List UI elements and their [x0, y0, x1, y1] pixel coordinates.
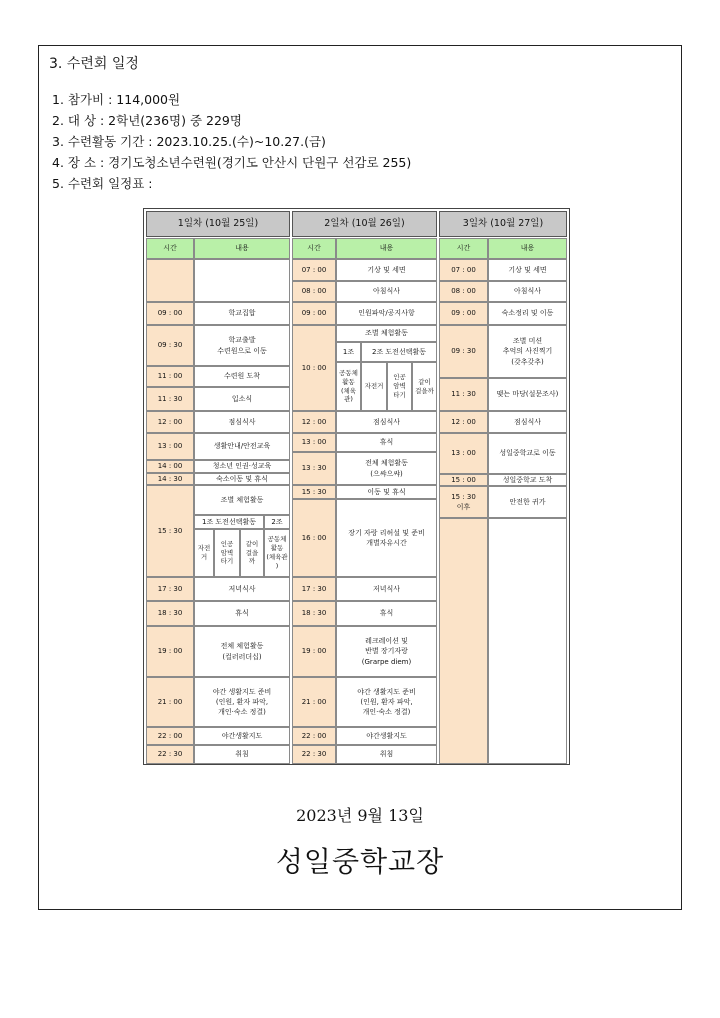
day2-header: 2일차 (10월 26일) [292, 211, 437, 237]
day1-item: 수련원 도착 [194, 366, 290, 387]
day3-time: 11 : 30 [439, 378, 488, 411]
day2-time-header: 시간 [292, 238, 336, 259]
day2-group1-label: 1조 [336, 342, 361, 362]
day2-sub-activity: 공동체 활동 (체육관) [336, 362, 361, 411]
day2-sub-activity: 인공 암벽 타기 [387, 362, 412, 411]
day2-time: 19 : 00 [292, 626, 336, 677]
day2-item: 전체 체험활동 (으쌰으쌰) [336, 452, 437, 485]
day1-time: 21 : 00 [146, 677, 194, 727]
day1-sub-activity: 같이 걸을 까 [240, 529, 264, 577]
day3-item: 아침식사 [488, 281, 567, 302]
day2-item: 야간생활지도 [336, 727, 437, 745]
day2-time: 09 : 00 [292, 302, 336, 325]
day3-empty-content-block [488, 518, 567, 764]
day1-item: 점심식사 [194, 411, 290, 433]
day2-group-activity: 조별 체험활동 [336, 325, 437, 342]
day3-time: 09 : 30 [439, 325, 488, 378]
day2-item: 이동 및 휴식 [336, 485, 437, 499]
day1-item: 숙소이동 및 휴식 [194, 473, 290, 485]
day3-item: 성일중학교로 이동 [488, 433, 567, 474]
day3-item: 안전한 귀가 [488, 486, 567, 518]
day2-time: 22 : 30 [292, 745, 336, 764]
day3-item: 숙소정리 및 이동 [488, 302, 567, 325]
day3-time: 08 : 00 [439, 281, 488, 302]
day2-item: 휴식 [336, 601, 437, 626]
day2-sub-activity: 자전거 [361, 362, 387, 411]
day1-item: 야간 생활지도 준비 (인원, 환자 파악, 개인·숙소 정결) [194, 677, 290, 727]
day2-time: 13 : 00 [292, 433, 336, 452]
day1-time: 13 : 00 [146, 433, 194, 460]
info-period: 3. 수련활동 기간 : 2023.10.25.(수)~10.27.(금) [52, 134, 326, 149]
section-title: 3. 수련회 일정 [49, 56, 139, 72]
day3-time: 09 : 00 [439, 302, 488, 325]
info-schedule-label: 5. 수련회 일정표 : [52, 176, 153, 191]
day3-time: 07 : 00 [439, 259, 488, 281]
day1-item: 학교집합 [194, 302, 290, 325]
day1-header: 1일차 (10월 25일) [146, 211, 290, 237]
day2-item: 저녁식사 [336, 577, 437, 601]
day2-time: 12 : 00 [292, 411, 336, 433]
day3-item: 조별 미션 추억의 사진찍기 (갖추갖추) [488, 325, 567, 378]
day1-time: 14 : 30 [146, 473, 194, 485]
day3-time: 15 : 00 [439, 474, 488, 486]
day3-item: 맺는 마당(설문조사) [488, 378, 567, 411]
day1-item: 학교출발 수련원으로 이동 [194, 325, 290, 366]
day2-time: 13 : 30 [292, 452, 336, 485]
day1-time: 14 : 00 [146, 460, 194, 473]
day3-item: 기상 및 세면 [488, 259, 567, 281]
day2-item: 장기 자랑 리허설 및 준비 개별자유시간 [336, 499, 437, 577]
day2-item: 야간 생활지도 준비 (인원, 환자 파악, 개인·숙소 정결) [336, 677, 437, 727]
day3-time-header: 시간 [439, 238, 488, 259]
day1-item: 야간생활지도 [194, 727, 290, 745]
day1-time-header: 시간 [146, 238, 194, 259]
day1-time: 12 : 00 [146, 411, 194, 433]
day1-time: 11 : 00 [146, 366, 194, 387]
day2-item: 기상 및 세면 [336, 259, 437, 281]
day1-item: 전체 체험활동 (컬러러더십) [194, 626, 290, 677]
day2-time: 16 : 00 [292, 499, 336, 577]
day1-time: 22 : 30 [146, 745, 194, 764]
day1-time: 17 : 30 [146, 577, 194, 601]
day1-group2-label: 2조 [264, 515, 290, 529]
day2-item: 점심식사 [336, 411, 437, 433]
day3-content-header: 내용 [488, 238, 567, 259]
day2-time: 18 : 30 [292, 601, 336, 626]
day1-group1-label: 1조 도전선택활동 [194, 515, 264, 529]
day1-item: 생활안내/안전교육 [194, 433, 290, 460]
info-list [52, 89, 411, 194]
day2-item: 휴식 [336, 433, 437, 452]
info-location: 4. 장 소 : 경기도청소년수련원(경기도 안산시 단원구 선감로 255) [52, 155, 412, 170]
day2-time: 08 : 00 [292, 281, 336, 302]
day1-time: 22 : 00 [146, 727, 194, 745]
day1-time: 19 : 00 [146, 626, 194, 677]
day1-item: 저녁식사 [194, 577, 290, 601]
day1-sub-activity: 인공 암벽 타기 [214, 529, 240, 577]
day1-empty-content [194, 259, 290, 302]
day2-item: 아침식사 [336, 281, 437, 302]
day3-time: 13 : 00 [439, 433, 488, 474]
day2-item: 취침 [336, 745, 437, 764]
day2-time: 21 : 00 [292, 677, 336, 727]
day1-content-header: 내용 [194, 238, 290, 259]
day1-sub-activity: 자전 거 [194, 529, 214, 577]
day3-time: 12 : 00 [439, 411, 488, 433]
day2-group2-label: 2조 도전선택활동 [361, 342, 437, 362]
day2-time: 10 : 00 [292, 325, 336, 411]
day2-content-header: 내용 [336, 238, 437, 259]
day2-time: 07 : 00 [292, 259, 336, 281]
day1-time: 11 : 30 [146, 387, 194, 411]
day2-item: 레크레이션 및 반별 장기자랑 (Grarpe diem) [336, 626, 437, 677]
info-fee: 1. 참가비 : 114,000원 [52, 92, 181, 107]
day1-time: 18 : 30 [146, 601, 194, 626]
document-date: 2023년 9월 13일 [296, 806, 424, 825]
info-target: 2. 대 상 : 2학년(236명) 중 229명 [52, 113, 242, 128]
day1-item: 취침 [194, 745, 290, 764]
day2-time: 17 : 30 [292, 577, 336, 601]
day3-item: 점심식사 [488, 411, 567, 433]
day3-header: 3일차 (10월 27일) [439, 211, 567, 237]
day1-item: 휴식 [194, 601, 290, 626]
day1-time: 15 : 30 [146, 485, 194, 577]
day1-time: 09 : 00 [146, 302, 194, 325]
day3-empty-time-block [439, 518, 488, 764]
day2-item: 인원파악/공지사항 [336, 302, 437, 325]
day2-time: 22 : 00 [292, 727, 336, 745]
day2-sub-activity: 같이 걸을까 [412, 362, 437, 411]
schedule-table [143, 208, 570, 765]
day1-item: 청소년 인권·성교육 [194, 460, 290, 473]
day3-item: 성일중학교 도착 [488, 474, 567, 486]
day1-sub-activity: 공동체 활동 (체육관 ) [264, 529, 290, 577]
day2-time: 15 : 30 [292, 485, 336, 499]
day1-group-activity: 조별 체험활동 [194, 485, 290, 515]
day1-item: 입소식 [194, 387, 290, 411]
day1-empty-time [146, 259, 194, 302]
principal-signature: 성일중학교장 [275, 845, 445, 878]
day3-time: 15 : 30 이후 [439, 486, 488, 518]
day1-time: 09 : 30 [146, 325, 194, 366]
